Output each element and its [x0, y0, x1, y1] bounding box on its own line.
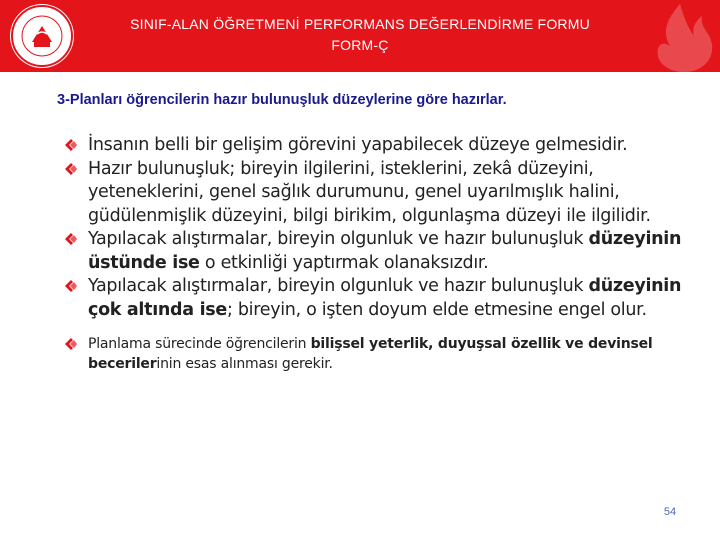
bullet-text: inin esas alınması gerekir. [156, 356, 333, 372]
diamond-arrow-icon [64, 162, 78, 176]
bullet-emphasis: bilişsel yeterlik, duyuşsal özellik ve devinsel beceriler [88, 336, 653, 372]
bullet-text: Hazır bulunuşluk; bireyin ilgilerini, isteklerini, zekâ düzeyini, yeteneklerini, genel sağlık durumunu, genel uyarılmışlık halini, güdülenmişlik düzeyini, bilgi birikim, olgunlaşma düzeyi ile ilgilidir. [88, 158, 651, 226]
form-title-line1: SINIF-ALAN ÖĞRETMENİ PERFORMANS DEĞERLENDİRME FORMU [130, 16, 590, 32]
list-item [64, 158, 704, 229]
bullet-text: ; bireyin, o işten doyum elde etmesine engel olur. [226, 299, 647, 320]
list-item [64, 275, 704, 322]
form-title-line2: FORM-Ç [331, 37, 389, 53]
bullet-text: Yapılacak alıştırmalar, bireyin olgunluk ve hazır bulunuşluk [88, 229, 589, 249]
bullet-emphasis: düzeyinin üstünde ise [88, 229, 682, 273]
bullet-emphasis: düzeyinin çok altında ise [88, 276, 682, 320]
form-title [90, 14, 630, 56]
diamond-arrow-icon [64, 232, 78, 246]
flame-watermark-icon [610, 0, 720, 72]
bullet-list [64, 134, 704, 374]
diamond-arrow-icon [64, 279, 78, 293]
list-item [64, 134, 704, 158]
header-banner [0, 0, 720, 72]
list-item [64, 334, 704, 374]
bullet-text: o etkinliği yaptırmak olanaksızdır. [199, 252, 489, 273]
bullet-text: İnsanın belli bir gelişim görevini yapabilecek düzeye gelmesidir. [88, 135, 628, 155]
bullet-text: Planlama sürecinde öğrencilerin [88, 336, 311, 352]
diamond-arrow-icon [64, 337, 78, 351]
page-number: 54 [663, 506, 677, 518]
section-heading: 3-Planları öğrencilerin hazır bulunuşluk düzeylerine göre hazırlar. [57, 92, 507, 108]
bullet-text: Yapılacak alıştırmalar, bireyin olgunluk ve hazır bulunuşluk [88, 276, 589, 296]
meb-logo [10, 4, 74, 68]
list-item [64, 228, 704, 275]
diamond-arrow-icon [64, 138, 78, 152]
